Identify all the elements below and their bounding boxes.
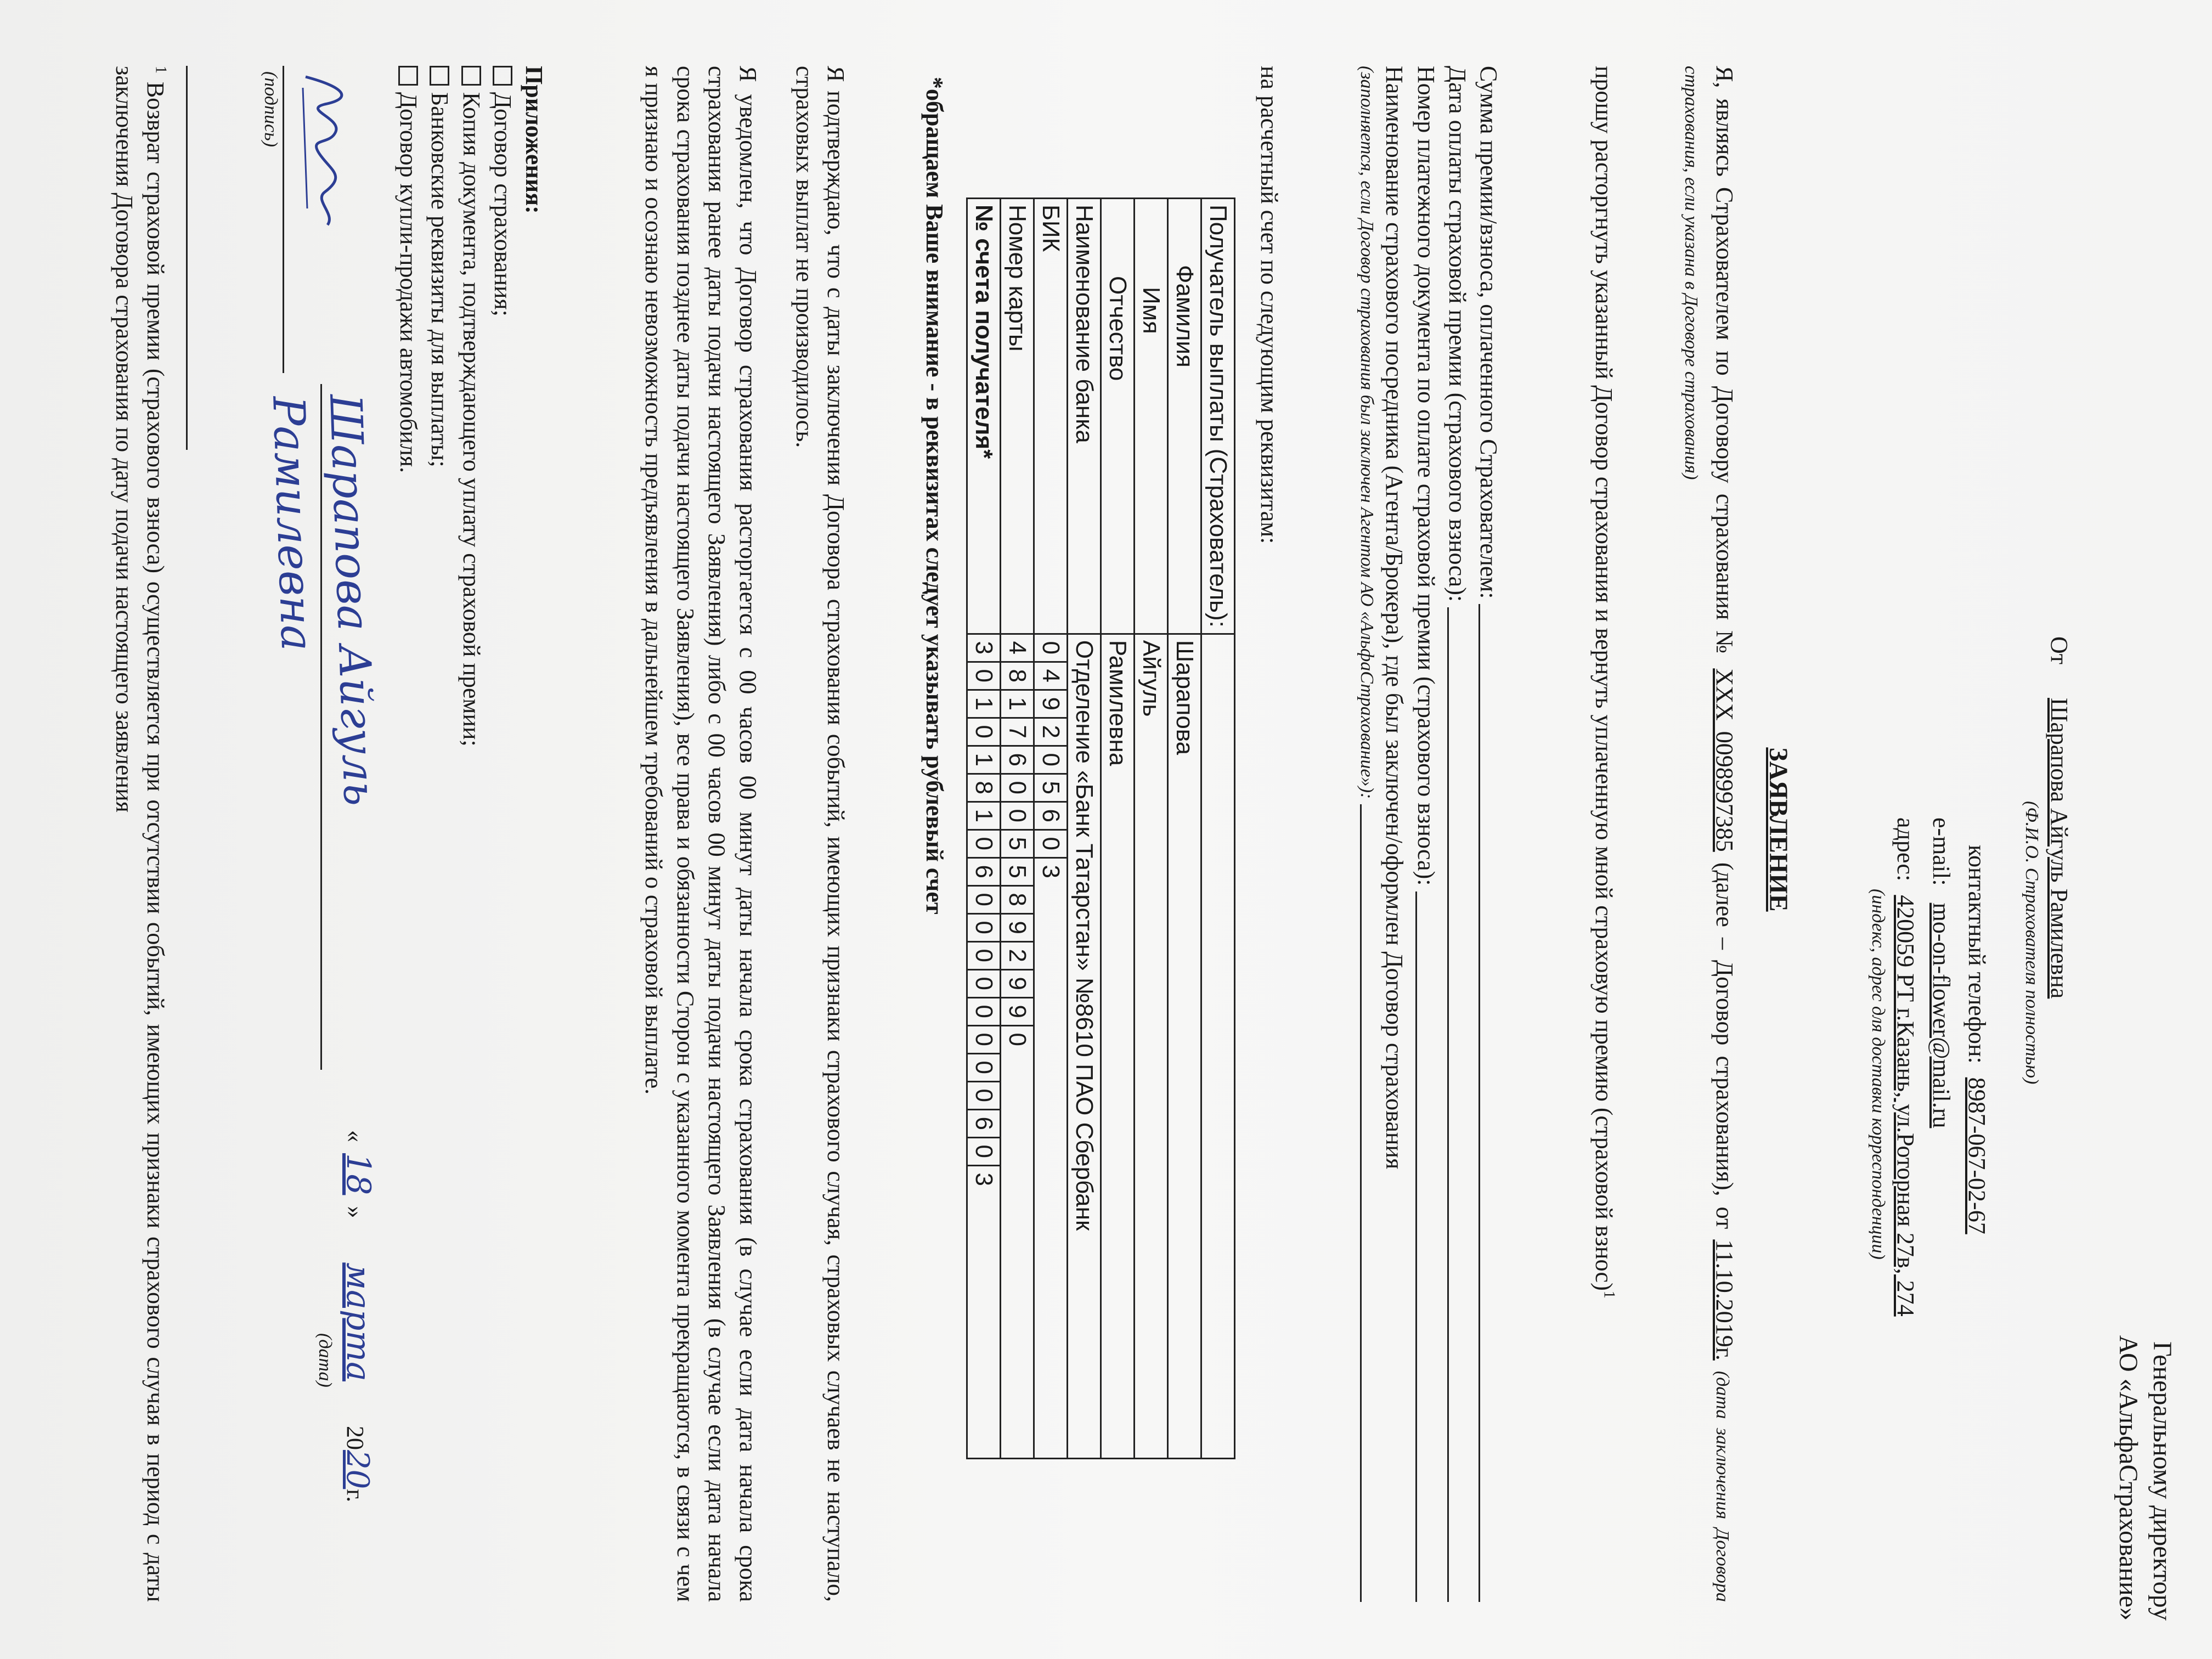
digit-cell: 0 bbox=[1035, 747, 1066, 775]
address-block bbox=[1866, 817, 1921, 1317]
recipient-header: Получатель выплаты (Страхователь): bbox=[1201, 199, 1235, 634]
digit-cell: 8 bbox=[1001, 663, 1033, 691]
recipient-header-empty bbox=[1201, 634, 1235, 1458]
signature-block bbox=[258, 66, 358, 384]
digit-cell: 1 bbox=[968, 803, 1000, 831]
bank-value[interactable]: Отделение «Банк Татарстан» №8610 ПАО Сбербанк bbox=[1068, 634, 1101, 1458]
agent-field[interactable] bbox=[1360, 804, 1379, 1602]
digit-cell: 8 bbox=[1001, 887, 1033, 915]
checkbox[interactable] bbox=[493, 66, 512, 86]
patronymic-value[interactable]: Рамилевна bbox=[1101, 634, 1135, 1458]
digit-cell: 0 bbox=[968, 915, 1000, 943]
date-month[interactable]: марта bbox=[339, 1262, 377, 1381]
signature-caption: (подпись) bbox=[260, 71, 281, 147]
address-caption: (индекс, адрес для доставки корреспонденции) bbox=[1867, 889, 1888, 1260]
agent-row bbox=[1355, 66, 1379, 1602]
bank-label: Наименование банка bbox=[1068, 199, 1101, 634]
account-label: № счета получателя* bbox=[967, 199, 1001, 634]
name-underline bbox=[320, 384, 322, 1070]
attachments-title: Приложения: bbox=[521, 66, 548, 214]
digit-cell: 6 bbox=[1001, 747, 1033, 775]
name-value[interactable]: Айгуль bbox=[1135, 634, 1168, 1458]
email-value: mo-on-flower@mail.ru bbox=[1928, 902, 1955, 1128]
payment-date-field[interactable] bbox=[1447, 607, 1473, 1602]
payment-date-label: Дата оплаты страховой премии (страхового взноса): bbox=[1443, 66, 1471, 602]
agent-label: Наименование страхового посредника (Агента/Брокера), где был заключен/оформлен Договор страхования bbox=[1381, 66, 1408, 1170]
digit-cell: 0 bbox=[968, 1138, 1000, 1166]
digit-cell: 3 bbox=[970, 1172, 997, 1186]
footnote-mark: 1 bbox=[152, 66, 170, 74]
attachment-label: Копия документа, подтверждающего уплату страховой премии; bbox=[458, 92, 485, 747]
date-caption: (дата) bbox=[315, 1333, 335, 1387]
premium-sum-row bbox=[1473, 66, 1504, 1602]
digit-cell: 9 bbox=[1001, 998, 1033, 1026]
intro-text-b: (далее – Договор страхования), от bbox=[1711, 862, 1738, 1229]
footnote-divider bbox=[186, 66, 188, 450]
table-row bbox=[1034, 199, 1068, 1459]
address-value: 420059 РТ г.Казань, ул.Роторная 27в, 274 bbox=[1892, 895, 1919, 1317]
date-day[interactable]: 18 bbox=[339, 1153, 377, 1195]
handwritten-name: Шарапова Айгуль Рамилевна bbox=[263, 393, 386, 807]
footnote-ref: 1 bbox=[1600, 1290, 1618, 1299]
digit-cell: 1 bbox=[1001, 691, 1033, 719]
from-label: От bbox=[2046, 636, 2073, 665]
digit-cell: 4 bbox=[1001, 635, 1033, 663]
digit-cell: 0 bbox=[1004, 1032, 1031, 1046]
digit-cell: 0 bbox=[1035, 635, 1066, 663]
table-row bbox=[1068, 199, 1101, 1459]
digit-cell: 0 bbox=[968, 998, 1000, 1026]
digit-cell: 0 bbox=[968, 831, 1000, 859]
intro-text-a: Я, являясь Страхователем по Договору страхования № bbox=[1711, 66, 1738, 658]
request-text: прошу расторгнуть указанный Договор страхования и вернуть уплаченную мной страховую премию (страховой взнос) bbox=[1590, 66, 1617, 1291]
addressee-block bbox=[2111, 1335, 2179, 1621]
applicant-name: Шарапова Айгуль Рамилевна bbox=[2046, 698, 2073, 999]
digit-cell: 0 bbox=[968, 1054, 1000, 1082]
surname-label: Фамилия bbox=[1168, 199, 1201, 634]
digit-cell: 0 bbox=[968, 1026, 1000, 1054]
footnote bbox=[109, 66, 171, 1602]
table-row bbox=[1101, 199, 1135, 1459]
applicant-name-block bbox=[2019, 636, 2075, 1624]
informed-paragraph: Я уведомлен, что Договор страхования расторгается с 00 часов 00 минут даты начала срока страхования (в случае если дата начала срока страхования ранее даты подачи настоящего Заявления) либо с 00 часов 00 минут даты подачи настоящего Заявления (в случае если дата начала срока страхования позднее даты подачи настоящего Заявления), все права и обязанности Сторон с указанного момента прекращаются, в связи с чем я признаю и осознаю невозможность предъявления в дальнейшем требований о страховой выплате. bbox=[640, 66, 761, 1602]
date-open-quote: « bbox=[342, 1130, 369, 1142]
digit-cell: 0 bbox=[968, 970, 1000, 998]
digit-cell: 1 bbox=[968, 747, 1000, 775]
date-year[interactable]: 20 bbox=[340, 1449, 375, 1489]
payment-doc-row bbox=[1410, 66, 1441, 1602]
payment-doc-label: Номер платежного документа по оплате страховой премии (страхового взноса): bbox=[1412, 66, 1440, 886]
patronymic-label: Отчество bbox=[1101, 199, 1135, 634]
digit-cell: 1 bbox=[968, 691, 1000, 719]
bik-digits[interactable] bbox=[1035, 635, 1066, 1458]
table-row bbox=[1168, 199, 1201, 1459]
addressee-line-1: Генеральному директору bbox=[2148, 1341, 2177, 1621]
digit-cell: 5 bbox=[1035, 775, 1066, 803]
intro-paragraph bbox=[1678, 66, 1740, 1602]
table-row bbox=[1201, 199, 1235, 1459]
attachment-label: Банковские реквизиты для выплаты; bbox=[426, 92, 454, 467]
agent-caption: (заполняется, если Договор страхования был заключен Агентом АО «АльфаСтрахование»): bbox=[1357, 66, 1378, 799]
date-block bbox=[313, 1130, 380, 1624]
table-row bbox=[1001, 199, 1034, 1459]
requisites-intro: на расчетный счет по следующим реквизитам: bbox=[1256, 66, 1283, 544]
phone-value: 8987-067-02-67 bbox=[1963, 1077, 1990, 1234]
attachment-item bbox=[424, 66, 455, 747]
confirm-paragraph: Я подтверждаю, что с даты заключения Договора страхования событий, имеющих признаки страхового случая, страховых случаев не наступало, страховых выплат не производилось. bbox=[791, 66, 849, 1602]
digit-cell: 5 bbox=[1001, 831, 1033, 859]
digit-cell: 0 bbox=[1001, 803, 1033, 831]
digit-cell: 0 bbox=[1035, 831, 1066, 859]
digit-cell: 2 bbox=[1035, 719, 1066, 747]
contract-date-caption: (дата заключения Договора страхования, если указана в Договоре страхования) bbox=[1680, 66, 1733, 1602]
digit-cell: 0 bbox=[968, 943, 1000, 970]
payment-doc-field[interactable] bbox=[1415, 891, 1441, 1602]
digit-cell: 4 bbox=[1035, 663, 1066, 691]
checkbox[interactable] bbox=[461, 66, 481, 86]
signature-scribble bbox=[292, 66, 358, 230]
date-close-quote: » bbox=[342, 1206, 369, 1218]
email-label: e-mail: bbox=[1928, 817, 1955, 886]
date-year-prefix: 20 bbox=[342, 1425, 369, 1450]
card-label: Номер карты bbox=[1001, 199, 1034, 634]
payment-details bbox=[1355, 66, 1504, 1602]
date-year-suffix: г. bbox=[342, 1489, 369, 1503]
card-digits[interactable] bbox=[1001, 635, 1033, 1458]
digit-cell: 3 bbox=[968, 635, 1000, 663]
surname-value[interactable]: Шарапова bbox=[1168, 634, 1201, 1458]
attachment-item bbox=[487, 66, 518, 747]
digit-cell: 0 bbox=[1001, 775, 1033, 803]
email-block bbox=[1926, 817, 1957, 1128]
digit-cell: 2 bbox=[1001, 943, 1033, 970]
contract-date: 11.10.2019г. bbox=[1711, 1239, 1738, 1361]
request-paragraph bbox=[1588, 66, 1620, 1602]
digit-cell: 6 bbox=[1035, 803, 1066, 831]
checkbox[interactable] bbox=[398, 66, 418, 86]
digit-cell: 7 bbox=[1001, 719, 1033, 747]
digit-cell: 0 bbox=[968, 663, 1000, 691]
digit-cell: 6 bbox=[968, 859, 1000, 887]
signature-line[interactable] bbox=[283, 66, 284, 373]
digit-cell: 3 bbox=[1037, 865, 1064, 878]
attachment-item bbox=[455, 66, 487, 747]
requisites-table bbox=[966, 198, 1235, 1459]
bik-label: БИК bbox=[1034, 199, 1068, 634]
name-label: Имя bbox=[1135, 199, 1168, 634]
premium-sum-label: Сумма премии/взноса, оплаченного Страхователем: bbox=[1475, 66, 1502, 599]
attachments-block bbox=[393, 66, 550, 747]
digit-cell: 8 bbox=[968, 775, 1000, 803]
digit-cell: 0 bbox=[968, 1082, 1000, 1110]
checkbox[interactable] bbox=[430, 66, 449, 86]
page-title: ЗАЯВЛЕНИЕ bbox=[1764, 747, 1793, 912]
address-label: адрес: bbox=[1892, 817, 1919, 882]
table-row bbox=[1135, 199, 1168, 1459]
phone-label: контактный телефон: bbox=[1963, 845, 1990, 1064]
payment-date-row bbox=[1442, 66, 1473, 1602]
table-row bbox=[967, 199, 1001, 1459]
phone-block bbox=[1961, 845, 1993, 1234]
digit-cell: 0 bbox=[968, 719, 1000, 747]
notice-text: *обращаем Ваше внимание - в реквизитах следует указывать рублевый счет bbox=[921, 77, 948, 915]
addressee-line-2: АО «АльфаСтрахование» bbox=[2113, 1335, 2143, 1621]
digit-cell: 6 bbox=[968, 1110, 1000, 1138]
digit-cell: 9 bbox=[1001, 970, 1033, 998]
account-digits[interactable] bbox=[968, 635, 1000, 1458]
digit-cell: 5 bbox=[1001, 859, 1033, 887]
premium-sum-field[interactable] bbox=[1479, 604, 1504, 1602]
attachment-label: Договор купли-продажи автомобиля. bbox=[395, 92, 422, 473]
attachment-item bbox=[393, 66, 424, 747]
footnote-text: Возврат страховой премии (страхового взноса) осуществляется при отсутствии событий, имеющих признаки страхового случая в период с даты заключения Договора страхования по дату подачи настоящего заявления bbox=[110, 66, 169, 1602]
applicant-name-caption: (Ф.И.О. Страхователя полностью) bbox=[2021, 801, 2042, 1085]
digit-cell: 9 bbox=[1035, 691, 1066, 719]
contract-number: XXX 0098997385 bbox=[1711, 668, 1738, 852]
digit-cell: 9 bbox=[1001, 915, 1033, 943]
digit-cell: 0 bbox=[968, 887, 1000, 915]
attachment-label: Договор страхования; bbox=[489, 92, 516, 317]
